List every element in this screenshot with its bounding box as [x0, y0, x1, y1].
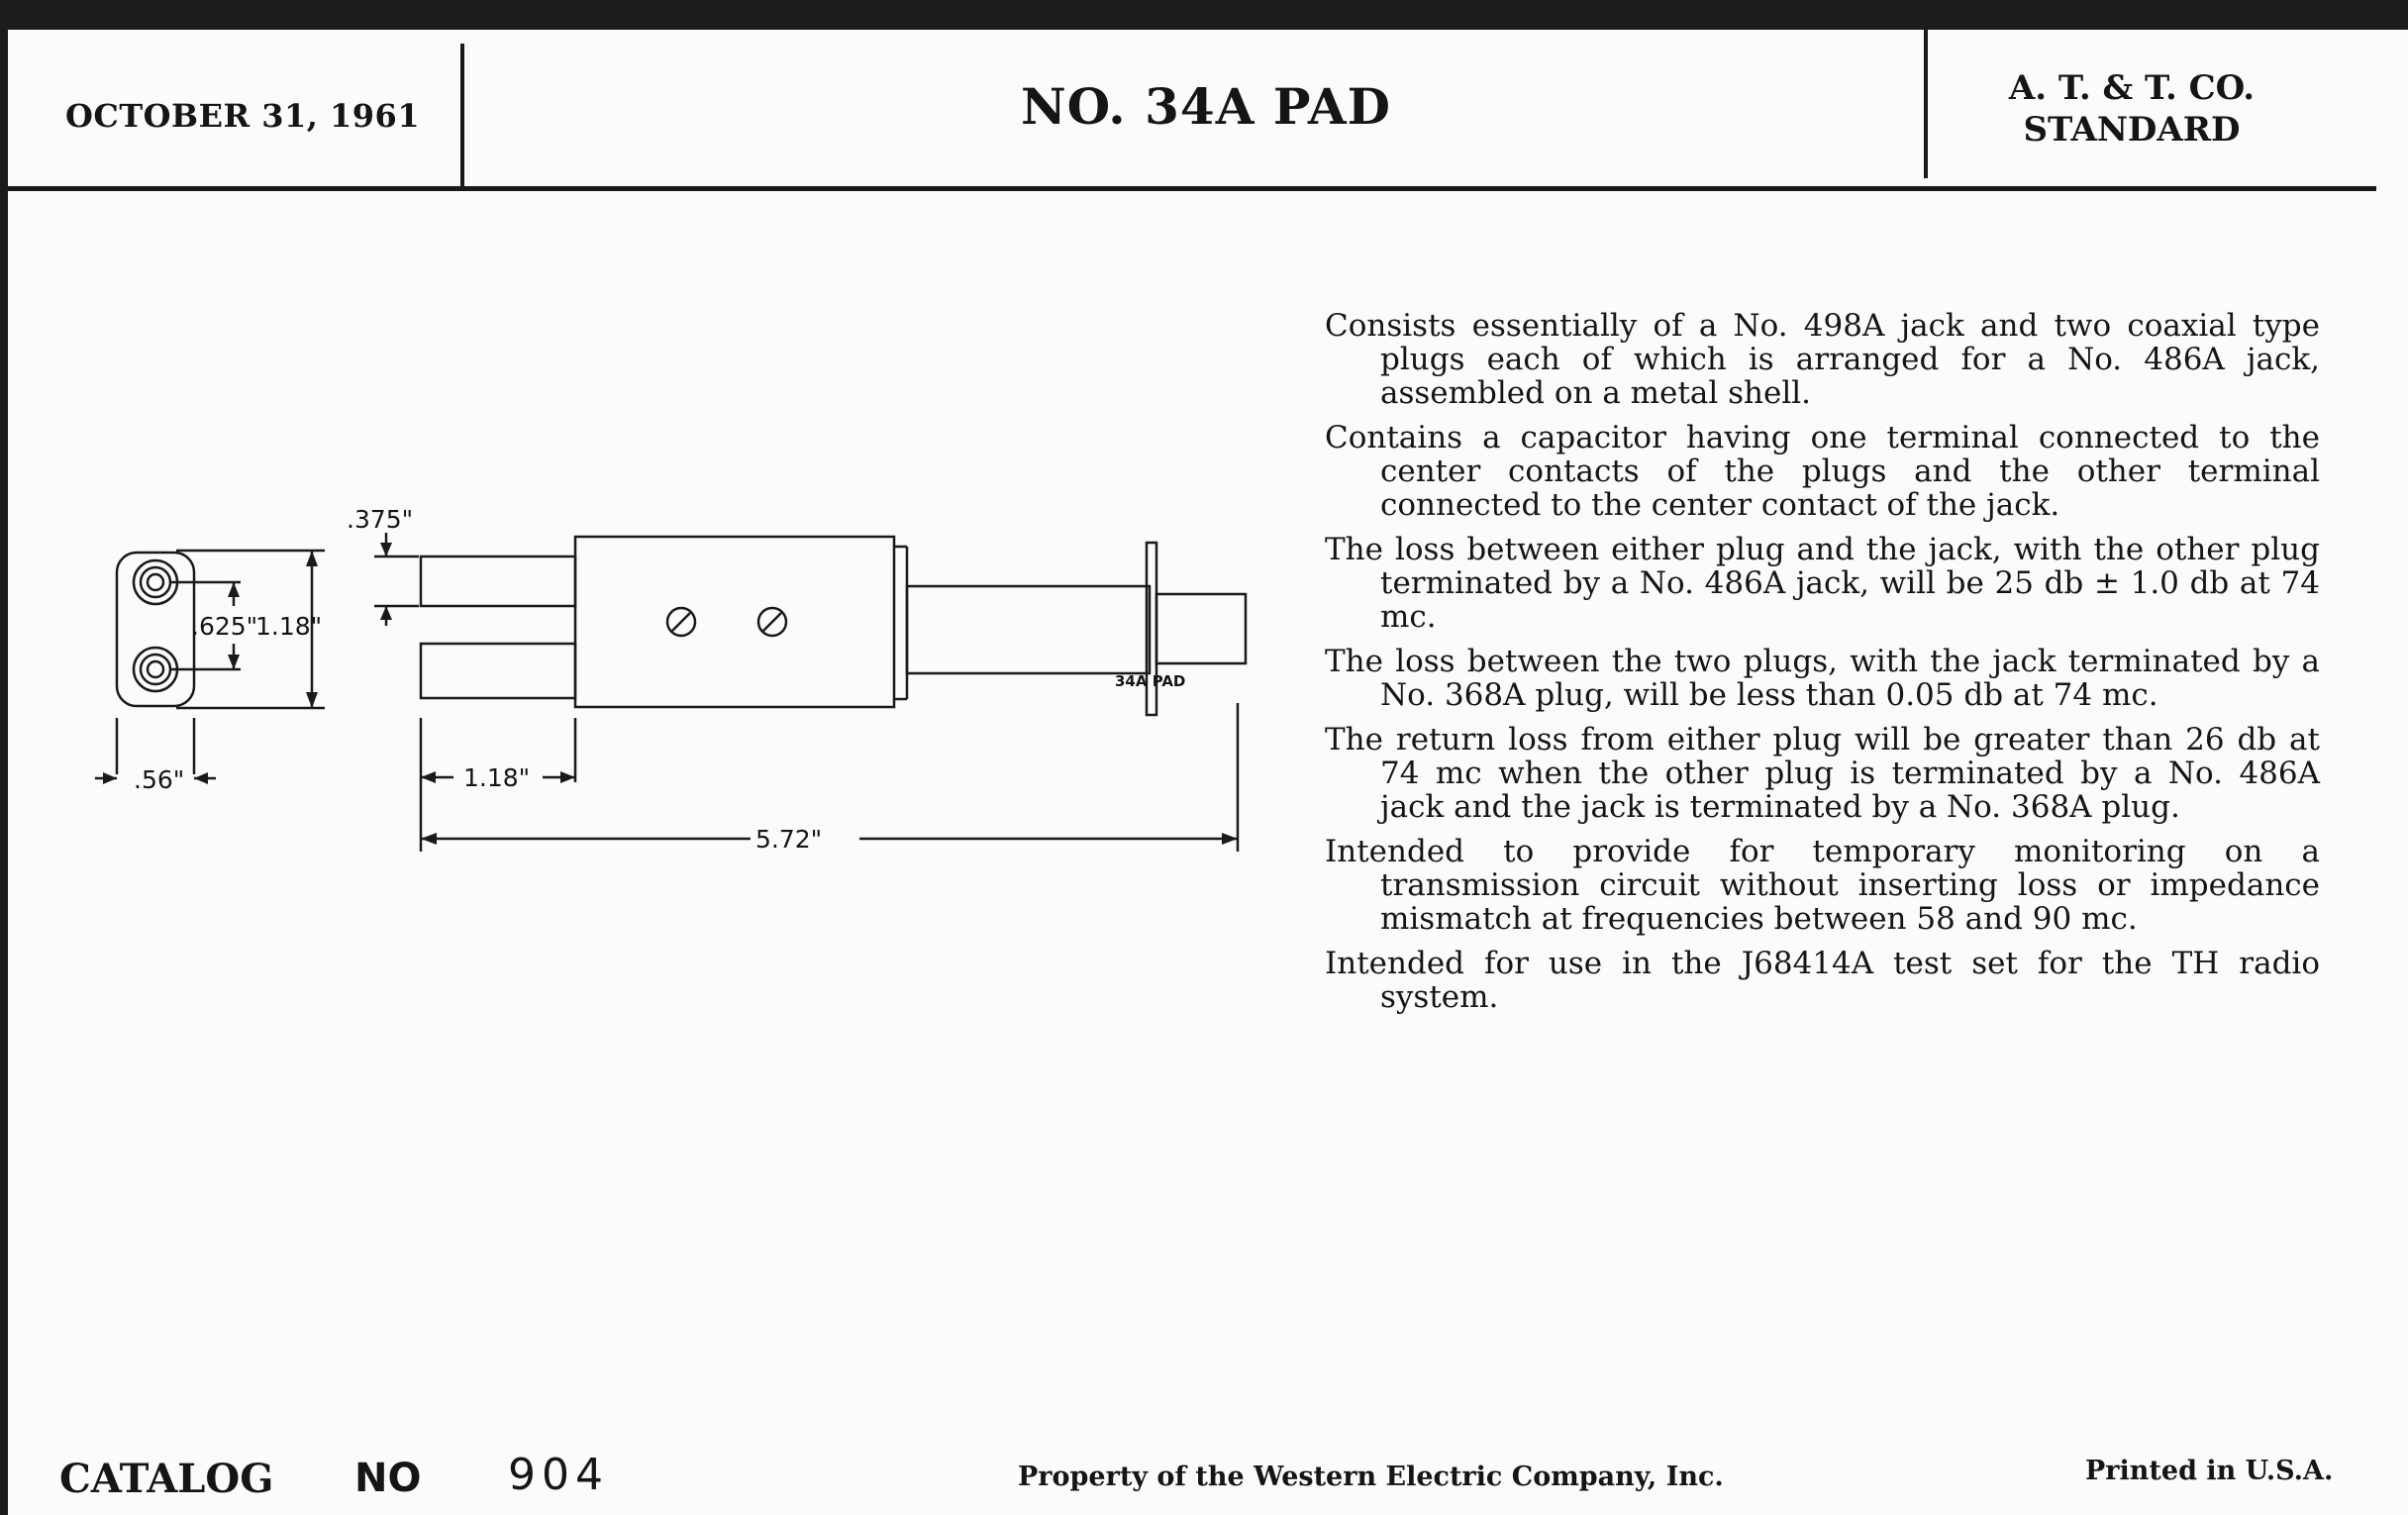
page-title: NO. 34A PAD: [1020, 77, 1392, 136]
date-label: OCTOBER 31, 1961: [65, 97, 421, 135]
jack-tip: [1156, 594, 1246, 663]
catalog-card: [8, 30, 2408, 1515]
standard-line-1: A. T. & T. CO.: [2008, 68, 2256, 108]
overall-length-dimension: 5.72": [755, 825, 823, 854]
part-marking: 34A PAD: [1115, 672, 1186, 690]
catalog-label: CATALOG: [59, 1456, 274, 1502]
plug-upper: [421, 556, 575, 606]
standard-line-2: STANDARD: [2023, 110, 2241, 150]
description-paragraph: Intended for use in the J68414A test set for the TH radio system.: [1325, 946, 2320, 1015]
jack-top-mid: [141, 567, 170, 597]
standard-label: [1934, 67, 2330, 151]
header-divider-left: [460, 44, 464, 190]
pad-drawing: [77, 495, 1265, 891]
property-notice: Property of the Western Electric Company, Inc.: [1018, 1462, 1724, 1492]
plug-length-dimension: 1.18": [463, 763, 531, 792]
height-dimension: 1.18": [255, 612, 323, 641]
jack-bottom-inner: [148, 661, 163, 677]
plug-lower: [421, 644, 575, 698]
jack-barrel: [907, 586, 1150, 673]
description-paragraph: The loss between the two plugs, with the jack terminated by a No. 368A plug, will be less than 0.05 db at 74 mc.: [1325, 644, 2320, 713]
description-paragraph: Intended to provide for temporary monitoring on a transmission circuit without inserting loss or impedance mismatch at frequencies between 58 and 90 mc.: [1325, 834, 2320, 937]
catalog-number: 904: [508, 1450, 609, 1500]
printed-notice: Printed in U.S.A.: [2085, 1456, 2334, 1486]
description-paragraph: The loss between either plug and the jack, with the other plug terminated by a No. 486A jack, will be 25 db ± 1.0 db at 74 mc.: [1325, 532, 2320, 635]
description-paragraph: The return loss from either plug will be greater than 26 db at 74 mc when the other plug is terminated by a No. 486A jack and the jack is terminated by a No. 368A plug.: [1325, 722, 2320, 825]
jack-spacing-dimension: .625": [191, 612, 258, 641]
jack-top-inner: [148, 574, 163, 590]
description: [1325, 309, 2320, 1025]
jack-bottom-mid: [141, 655, 170, 684]
plug-offset-dimension: .375": [347, 505, 414, 534]
header-rule: [8, 186, 2376, 191]
description-paragraph: Consists essentially of a No. 498A jack and two coaxial type plugs each of which is arranged for a No. 486A jack, assembled on a metal shell.: [1325, 308, 2320, 411]
description-paragraph: Contains a capacitor having one terminal connected to the center contacts of the plugs and the other terminal connected to the center contact of the jack.: [1325, 420, 2320, 523]
width-dimension: .56": [134, 765, 185, 794]
catalog-no-label: NO: [354, 1456, 422, 1501]
header-divider-right: [1924, 30, 1928, 178]
metal-shell: [575, 537, 894, 707]
